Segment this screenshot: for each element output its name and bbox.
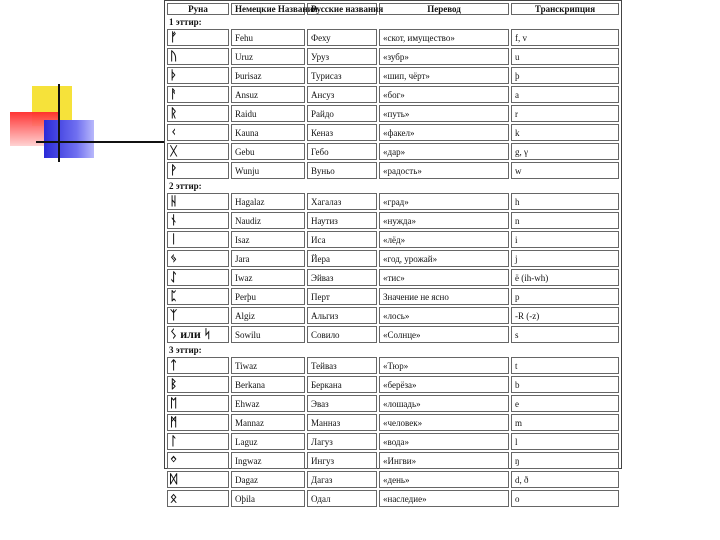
translation-cell: «факел» <box>379 124 509 141</box>
rune-cell: ᛊ или ᛋ <box>167 326 229 343</box>
german-name-cell: Jara <box>231 250 305 267</box>
transcription-cell: g, γ <box>511 143 619 160</box>
table-row <box>167 193 619 210</box>
section-row <box>167 181 619 191</box>
russian-name-cell: Эваз <box>307 395 377 412</box>
transcription-cell: w <box>511 162 619 179</box>
german-name-cell: Naudiz <box>231 212 305 229</box>
table-row <box>167 250 619 267</box>
german-name-cell: Dagaz <box>231 471 305 488</box>
russian-name-cell: Лагуз <box>307 433 377 450</box>
transcription-cell: m <box>511 414 619 431</box>
transcription-cell: f, v <box>511 29 619 46</box>
table-row <box>167 326 619 343</box>
rune-cell: ᛉ <box>167 307 229 324</box>
german-name-cell: Raidu <box>231 105 305 122</box>
russian-name-cell: Кеназ <box>307 124 377 141</box>
section-title: 2 эттир: <box>169 181 202 191</box>
german-name-cell: Fehu <box>231 29 305 46</box>
russian-name-cell: Совило <box>307 326 377 343</box>
russian-name-cell: Гебо <box>307 143 377 160</box>
table-row <box>167 143 619 160</box>
header-russian: Русские названия <box>307 3 377 15</box>
transcription-cell: e <box>511 395 619 412</box>
german-name-cell: Gebu <box>231 143 305 160</box>
transcription-cell: i <box>511 231 619 248</box>
rune-cell: ᛜ <box>167 452 229 469</box>
table-row <box>167 86 619 103</box>
translation-cell: «наследие» <box>379 490 509 507</box>
russian-name-cell: Феху <box>307 29 377 46</box>
russian-name-cell: Одал <box>307 490 377 507</box>
translation-cell: «лось» <box>379 307 509 324</box>
translation-cell: «Тюр» <box>379 357 509 374</box>
rune-cell: ᚷ <box>167 143 229 160</box>
table-row <box>167 269 619 286</box>
table-row <box>167 105 619 122</box>
section-title: 3 эттир: <box>169 345 202 355</box>
table-row <box>167 357 619 374</box>
transcription-cell: ë (ih-wh) <box>511 269 619 286</box>
table-row <box>167 307 619 324</box>
translation-cell: «лошадь» <box>379 395 509 412</box>
transcription-cell: d, ð <box>511 471 619 488</box>
german-name-cell: Ehwaz <box>231 395 305 412</box>
rune-cell: ᛟ <box>167 490 229 507</box>
german-name-cell: Þurisaz <box>231 67 305 84</box>
german-name-cell: Algiz <box>231 307 305 324</box>
table-row <box>167 29 619 46</box>
header-german: Немецкие Названия <box>231 3 305 15</box>
german-name-cell: Ansuz <box>231 86 305 103</box>
table-row <box>167 414 619 431</box>
russian-name-cell: Турисаз <box>307 67 377 84</box>
german-name-cell: Iwaz <box>231 269 305 286</box>
table-body <box>167 17 619 507</box>
translation-cell: «лёд» <box>379 231 509 248</box>
section-row <box>167 345 619 355</box>
german-name-cell: Berkana <box>231 376 305 393</box>
header-transcription: Транскрипция <box>511 3 619 15</box>
transcription-cell: ŋ <box>511 452 619 469</box>
russian-name-cell: Вуньо <box>307 162 377 179</box>
russian-name-cell: Тейваз <box>307 357 377 374</box>
rune-cell: ᛖ <box>167 395 229 412</box>
translation-cell: «Ингви» <box>379 452 509 469</box>
translation-cell: «тис» <box>379 269 509 286</box>
german-name-cell: Mannaz <box>231 414 305 431</box>
russian-name-cell: Эйваз <box>307 269 377 286</box>
rune-cell: ᚱ <box>167 105 229 122</box>
table-header-row <box>167 3 619 15</box>
translation-cell: Значение не ясно <box>379 288 509 305</box>
rune-cell: ᚺ <box>167 193 229 210</box>
rune-cell: ᛞ <box>167 471 229 488</box>
transcription-cell: t <box>511 357 619 374</box>
russian-name-cell: Альгиз <box>307 307 377 324</box>
header-rune: Руна <box>167 3 229 15</box>
transcription-cell: l <box>511 433 619 450</box>
transcription-cell: a <box>511 86 619 103</box>
rune-cell: ᚠ <box>167 29 229 46</box>
transcription-cell: o <box>511 490 619 507</box>
russian-name-cell: Манназ <box>307 414 377 431</box>
runes-table-container <box>164 0 622 505</box>
table-row <box>167 395 619 412</box>
transcription-cell: j <box>511 250 619 267</box>
table-row <box>167 124 619 141</box>
transcription-cell: -R (-z) <box>511 307 619 324</box>
russian-name-cell: Хагалаз <box>307 193 377 210</box>
rune-cell: ᚾ <box>167 212 229 229</box>
russian-name-cell: Йера <box>307 250 377 267</box>
table-row <box>167 231 619 248</box>
transcription-cell: s <box>511 326 619 343</box>
translation-cell: «Солнце» <box>379 326 509 343</box>
table-row <box>167 67 619 84</box>
translation-cell: «путь» <box>379 105 509 122</box>
transcription-cell: h <box>511 193 619 210</box>
russian-name-cell: Уруз <box>307 48 377 65</box>
german-name-cell: Sowilu <box>231 326 305 343</box>
translation-cell: «дар» <box>379 143 509 160</box>
rune-cell: ᚨ <box>167 86 229 103</box>
translation-cell: «год, урожай» <box>379 250 509 267</box>
rune-cell: ᚦ <box>167 67 229 84</box>
table-row <box>167 452 619 469</box>
transcription-cell: r <box>511 105 619 122</box>
rune-cell: ᛚ <box>167 433 229 450</box>
table-row <box>167 433 619 450</box>
translation-cell: «бог» <box>379 86 509 103</box>
runes-table <box>165 1 621 509</box>
transcription-cell: þ <box>511 67 619 84</box>
russian-name-cell: Иса <box>307 231 377 248</box>
table-row <box>167 212 619 229</box>
translation-cell: «берёза» <box>379 376 509 393</box>
table-row <box>167 162 619 179</box>
translation-cell: «радость» <box>379 162 509 179</box>
rune-cell: ᛏ <box>167 357 229 374</box>
german-name-cell: Wunju <box>231 162 305 179</box>
rune-cell: ᚲ <box>167 124 229 141</box>
german-name-cell: Tiwaz <box>231 357 305 374</box>
russian-name-cell: Ансуз <box>307 86 377 103</box>
german-name-cell: Laguz <box>231 433 305 450</box>
section-title: 1 эттир: <box>169 17 202 27</box>
german-name-cell: Isaz <box>231 231 305 248</box>
translation-cell: «человек» <box>379 414 509 431</box>
rune-cell: ᛃ <box>167 250 229 267</box>
decor-horizontal-line <box>36 141 166 143</box>
russian-name-cell: Райдо <box>307 105 377 122</box>
translation-cell: «нужда» <box>379 212 509 229</box>
translation-cell: «вода» <box>379 433 509 450</box>
rune-cell: ᛒ <box>167 376 229 393</box>
translation-cell: «шип, чёрт» <box>379 67 509 84</box>
decor-blue-square <box>44 120 94 158</box>
russian-name-cell: Наутиз <box>307 212 377 229</box>
rune-cell: ᛇ <box>167 269 229 286</box>
table-row <box>167 376 619 393</box>
transcription-cell: u <box>511 48 619 65</box>
section-row <box>167 17 619 27</box>
russian-name-cell: Дагаз <box>307 471 377 488</box>
table-row <box>167 48 619 65</box>
transcription-cell: b <box>511 376 619 393</box>
german-name-cell: Perþu <box>231 288 305 305</box>
german-name-cell: Hagalaz <box>231 193 305 210</box>
german-name-cell: Uruz <box>231 48 305 65</box>
rune-cell: ᛈ <box>167 288 229 305</box>
translation-cell: «зубр» <box>379 48 509 65</box>
russian-name-cell: Ингуз <box>307 452 377 469</box>
translation-cell: «день» <box>379 471 509 488</box>
translation-cell: «скот, имущество» <box>379 29 509 46</box>
rune-cell: ᚢ <box>167 48 229 65</box>
rune-cell: ᛗ <box>167 414 229 431</box>
transcription-cell: p <box>511 288 619 305</box>
german-name-cell: Kauna <box>231 124 305 141</box>
table-row <box>167 288 619 305</box>
transcription-cell: n <box>511 212 619 229</box>
header-translation: Перевод <box>379 3 509 15</box>
german-name-cell: Oþila <box>231 490 305 507</box>
table-row <box>167 471 619 488</box>
translation-cell: «град» <box>379 193 509 210</box>
russian-name-cell: Беркана <box>307 376 377 393</box>
german-name-cell: Ingwaz <box>231 452 305 469</box>
transcription-cell: k <box>511 124 619 141</box>
rune-cell: ᚹ <box>167 162 229 179</box>
table-row <box>167 490 619 507</box>
russian-name-cell: Перт <box>307 288 377 305</box>
decor-vertical-line <box>58 84 60 162</box>
rune-cell: ᛁ <box>167 231 229 248</box>
